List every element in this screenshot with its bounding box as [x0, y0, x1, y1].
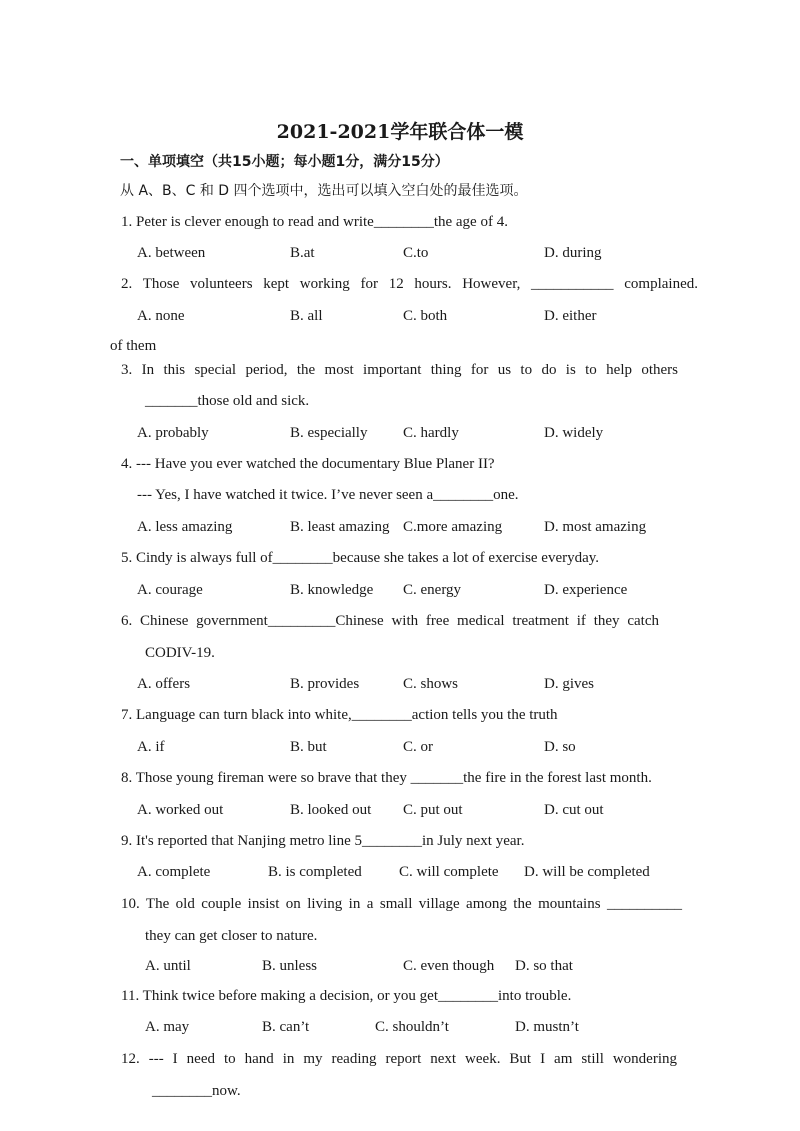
- question-2-stem: 2. Those volunteers kept working for 12 hours. However, ___________ complained.: [121, 276, 698, 292]
- question-12-stem-continued: ________now.: [152, 1083, 241, 1099]
- question-5-stem: 5. Cindy is always full of________because she takes a lot of exercise everyday.: [121, 550, 600, 566]
- page-title: 2021-2021学年联合体一模: [276, 121, 524, 143]
- question-7-stem: 7. Language can turn black into white,________action tells you the truth: [121, 707, 558, 723]
- question-6-option-a: A. offers: [137, 676, 191, 692]
- question-8-option-c: C. put out: [403, 802, 463, 818]
- question-3-option-d: D. widely: [544, 425, 604, 441]
- question-11-option-d: D. mustn’t: [515, 1019, 579, 1035]
- question-10-option-c: C. even though: [403, 958, 495, 974]
- question-11-option-b: B. can’t: [262, 1019, 310, 1035]
- question-10-option-d: D. so that: [515, 958, 573, 974]
- question-1-option-d: D. during: [544, 245, 602, 261]
- question-11-option-c: C. shouldn’t: [375, 1019, 449, 1035]
- question-2-option-d-continued: of them: [110, 338, 157, 354]
- question-8-option-a: A. worked out: [137, 802, 224, 818]
- question-5-option-a: A. courage: [137, 582, 203, 598]
- question-4-option-c: C.more amazing: [403, 519, 503, 535]
- question-6-stem: 6. Chinese government_________Chinese with free medical treatment if they catch: [121, 613, 659, 629]
- question-6-option-b: B. provides: [290, 676, 360, 692]
- question-3-stem: 3. In this special period, the most important thing for us to do is to help others: [121, 362, 678, 378]
- question-8-option-d: D. cut out: [544, 802, 604, 818]
- question-3-option-c: C. hardly: [403, 425, 459, 441]
- question-7-option-d: D. so: [544, 739, 576, 755]
- question-1-option-c: C.to: [403, 245, 429, 261]
- question-10-option-a: A. until: [145, 958, 191, 974]
- question-6-option-d: D. gives: [544, 676, 594, 692]
- question-9-option-d: D. will be completed: [524, 864, 650, 880]
- question-2-option-d: D. either: [544, 308, 597, 324]
- question-10-option-b: B. unless: [262, 958, 318, 974]
- question-4-option-d: D. most amazing: [544, 519, 647, 535]
- question-11-option-a: A. may: [145, 1019, 190, 1035]
- question-3-option-b: B. especially: [290, 425, 368, 441]
- section-instruction: 从 A、B、C 和 D 四个选项中，选出可以填入空白处的最佳选项。: [120, 183, 528, 199]
- question-1-option-a: A. between: [137, 245, 206, 261]
- question-1-option-b: B.at: [290, 245, 315, 261]
- question-9-option-b: B. is completed: [268, 864, 362, 880]
- question-4-stem: 4. --- Have you ever watched the documentary Blue Planer II?: [121, 456, 495, 472]
- question-7-option-c: C. or: [403, 739, 433, 755]
- question-9-option-a: A. complete: [137, 864, 211, 880]
- question-12-stem: 12. --- I need to hand in my reading report next week. But I am still wondering: [121, 1051, 677, 1067]
- question-7-option-a: A. if: [137, 739, 165, 755]
- question-4-option-a: A. less amazing: [137, 519, 233, 535]
- question-9-stem: 9. It's reported that Nanjing metro line 5________in July next year.: [121, 833, 525, 849]
- question-1-stem: 1. Peter is clever enough to read and write________the age of 4.: [121, 214, 508, 230]
- question-2-option-a: A. none: [137, 308, 185, 324]
- question-9-option-c: C. will complete: [399, 864, 499, 880]
- question-3-option-a: A. probably: [137, 425, 209, 441]
- question-4-stem-continued: --- Yes, I have watched it twice. I’ve never seen a________one.: [137, 487, 519, 503]
- question-3-stem-continued: _______those old and sick.: [145, 393, 310, 409]
- question-5-option-c: C. energy: [403, 582, 462, 598]
- question-5-option-b: B. knowledge: [290, 582, 374, 598]
- question-6-stem-continued: CODIV-19.: [145, 645, 215, 661]
- question-8-option-b: B. looked out: [290, 802, 372, 818]
- question-10-stem: 10. The old couple insist on living in a small village among the mountains __________: [121, 896, 682, 912]
- question-11-stem: 11. Think twice before making a decision, or you get________into trouble.: [121, 988, 572, 1004]
- question-2-option-c: C. both: [403, 308, 448, 324]
- question-7-option-b: B. but: [290, 739, 327, 755]
- question-10-stem-continued: they can get closer to nature.: [145, 928, 318, 944]
- question-4-option-b: B. least amazing: [290, 519, 390, 535]
- question-5-option-d: D. experience: [544, 582, 628, 598]
- question-6-option-c: C. shows: [403, 676, 459, 692]
- section-heading: 一、单项填空（共15小题；每小题1分，满分15分）: [120, 154, 449, 170]
- question-8-stem: 8. Those young fireman were so brave that they _______the fire in the forest last month.: [121, 770, 652, 786]
- question-2-option-b: B. all: [290, 308, 323, 324]
